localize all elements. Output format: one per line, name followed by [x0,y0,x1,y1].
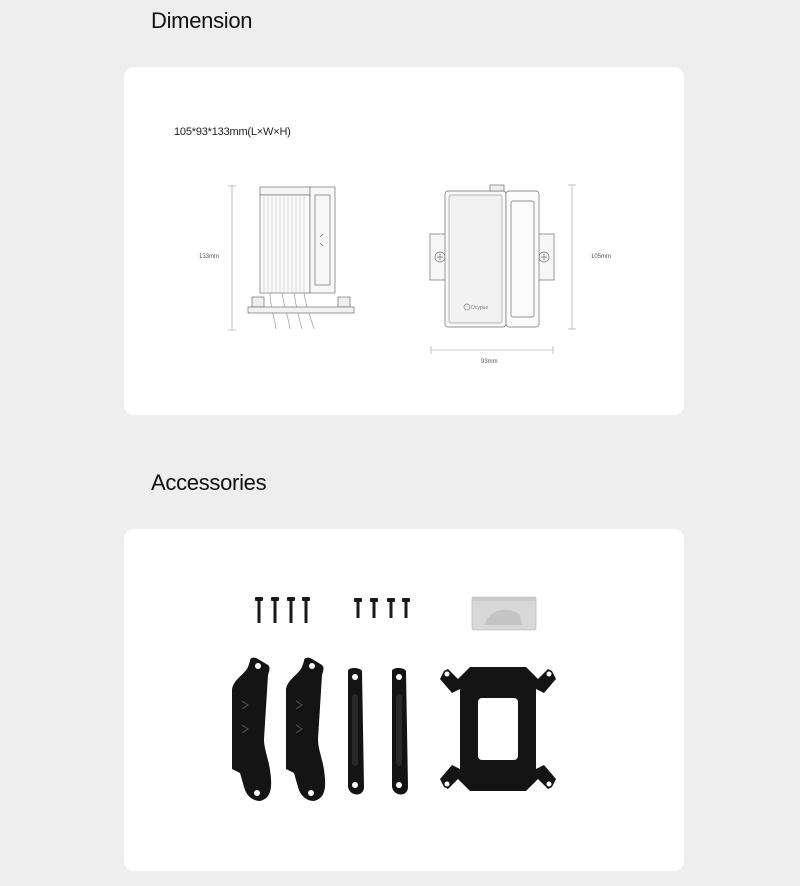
accessories-card [124,529,684,871]
depth-label: 105mm [591,254,612,260]
dimension-title: Dimension [151,8,253,33]
backplate [440,667,556,791]
cooler-logo-text: Ocypus [471,305,488,311]
depth-dimension-line [568,185,576,329]
amd-mounting-bracket-left [348,668,364,795]
accessories-title: Accessories [151,470,267,495]
intel-mounting-bracket-right [286,658,325,801]
thermal-paste-packet [472,597,536,630]
short-screws [354,598,410,618]
height-dimension-line [228,186,236,330]
intel-mounting-bracket-left [232,658,271,801]
width-dimension-line [431,346,553,354]
width-label: 93mm [481,359,498,365]
cooler-drawings [124,67,684,415]
cooler-side-view-drawing [248,187,354,329]
height-label: 133mm [199,254,220,260]
dimension-card [124,67,684,415]
cooler-front-view-drawing [430,185,554,327]
amd-mounting-bracket-right [392,668,408,795]
dimension-spec-text: 105*93*133mm(L×W×H) [174,126,291,138]
accessories-illustration [124,529,684,871]
long-screws [255,597,310,623]
